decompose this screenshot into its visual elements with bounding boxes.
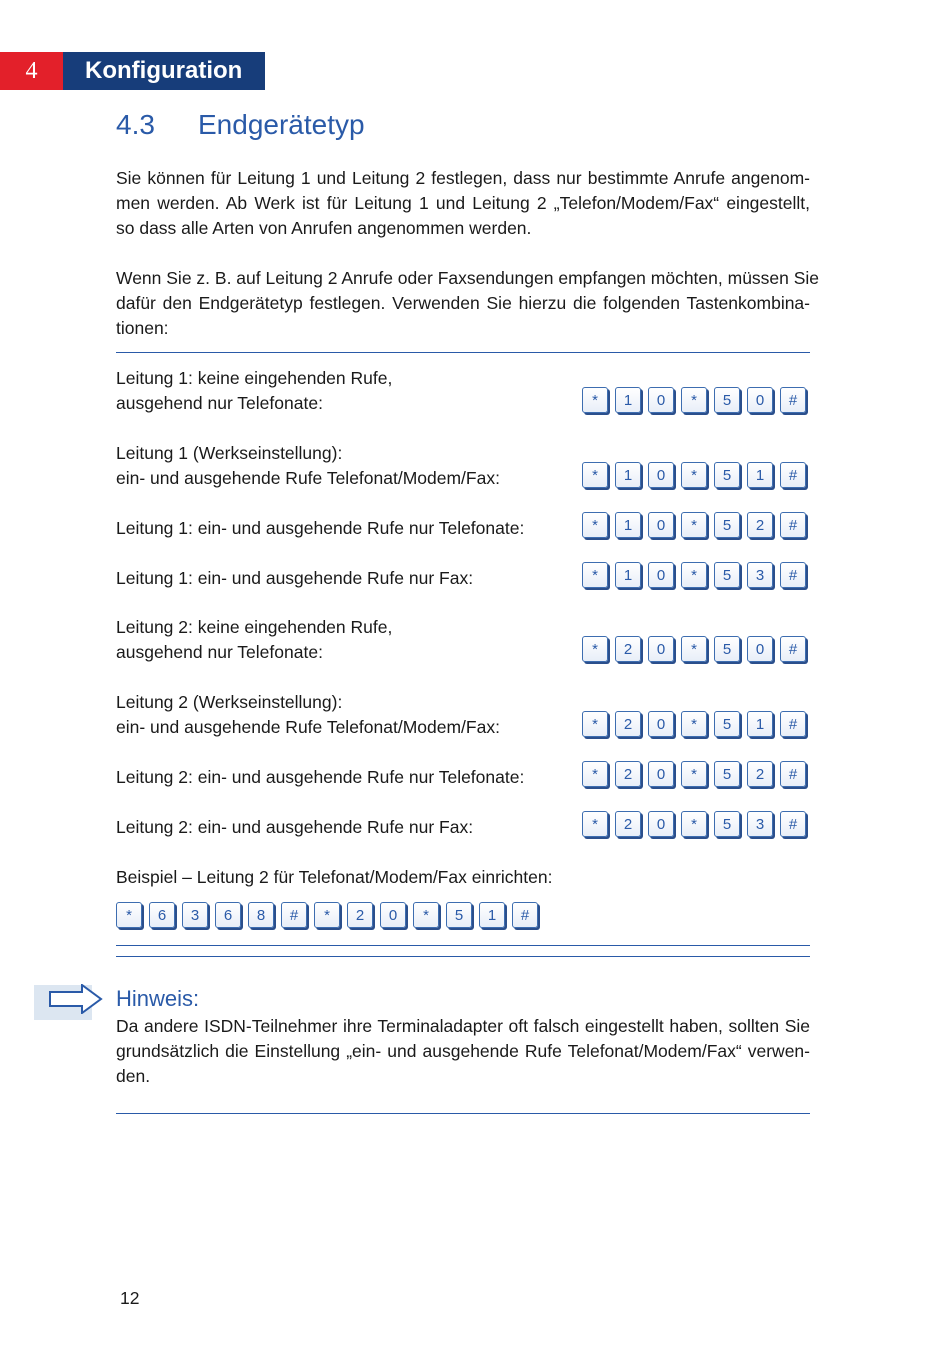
key-star: * [582, 711, 608, 737]
chapter-number: 4 [0, 52, 63, 90]
key-6: 6 [149, 902, 175, 928]
key-sequence [582, 562, 806, 588]
key-star: * [681, 462, 707, 488]
text-line: ein- und ausgehende Rufe Telefonat/Modem/Fax: [116, 717, 500, 737]
key-5: 5 [714, 512, 740, 538]
key-5: 5 [714, 462, 740, 488]
text-line: Sie können für Leitung 1 und Leitung 2 festlegen, dass nur bestimmte Anrufe angenom- [116, 168, 810, 188]
key-hash: # [780, 811, 806, 837]
key-sequence [582, 636, 806, 662]
text-line: ein- und ausgehende Rufe Telefonat/Modem/Fax: [116, 468, 500, 488]
key-2: 2 [615, 811, 641, 837]
text-line: so dass alle Arten von Anrufen angenommen werden. [116, 218, 532, 238]
text-line: tionen: [116, 318, 169, 338]
key-hash: # [780, 387, 806, 413]
key-star: * [314, 902, 340, 928]
key-hash: # [780, 462, 806, 488]
key-hash: # [780, 512, 806, 538]
key-star: * [582, 387, 608, 413]
key-star: * [582, 462, 608, 488]
key-1: 1 [615, 462, 641, 488]
key-2: 2 [347, 902, 373, 928]
page-number: 12 [120, 1288, 140, 1308]
key-5: 5 [714, 562, 740, 588]
key-5: 5 [714, 761, 740, 787]
key-sequence [582, 387, 806, 413]
divider [116, 956, 810, 957]
chapter-title: Konfiguration [63, 52, 265, 90]
key-sequence [582, 761, 806, 787]
key-1: 1 [615, 562, 641, 588]
key-star: * [582, 761, 608, 787]
key-1: 1 [747, 711, 773, 737]
key-star: * [582, 562, 608, 588]
config-label-line2-factory [116, 690, 556, 740]
key-1: 1 [615, 512, 641, 538]
key-hash: # [281, 902, 307, 928]
key-5: 5 [446, 902, 472, 928]
example-label [116, 865, 716, 890]
text-line: dafür den Endgerätetyp festlegen. Verwenden Sie hierzu die folgenden Tastenkombina- [116, 293, 810, 313]
key-3: 3 [747, 562, 773, 588]
key-star: * [681, 512, 707, 538]
key-hash: # [780, 562, 806, 588]
text-line: Leitung 1: keine eingehenden Rufe, [116, 368, 393, 388]
text-line: Leitung 2: ein- und ausgehende Rufe nur Telefonate: [116, 767, 525, 787]
key-0: 0 [747, 387, 773, 413]
config-label-line1-factory [116, 441, 556, 491]
hint-text [116, 1014, 810, 1089]
key-0: 0 [648, 387, 674, 413]
key-sequence [582, 811, 806, 837]
key-1: 1 [747, 462, 773, 488]
section-number: 4.3 [116, 109, 155, 140]
key-0: 0 [648, 562, 674, 588]
key-8: 8 [248, 902, 274, 928]
key-0: 0 [380, 902, 406, 928]
key-0: 0 [648, 636, 674, 662]
config-label-line2-phone [116, 765, 556, 790]
key-star: * [681, 387, 707, 413]
key-star: * [116, 902, 142, 928]
text-line: Wenn Sie z. B. auf Leitung 2 Anrufe oder Faxsendungen empfangen möchten, müssen Sie [116, 268, 820, 288]
key-1: 1 [479, 902, 505, 928]
example-key-sequence [116, 902, 538, 928]
text-line: Leitung 1: ein- und ausgehende Rufe nur Fax: [116, 568, 474, 588]
key-1: 1 [615, 387, 641, 413]
key-star: * [413, 902, 439, 928]
key-5: 5 [714, 711, 740, 737]
key-star: * [582, 636, 608, 662]
section-title: Endgerätetyp [198, 109, 365, 140]
config-label-line1-phone [116, 516, 556, 541]
key-star: * [681, 636, 707, 662]
text-line: Leitung 2: keine eingehenden Rufe, [116, 617, 393, 637]
key-2: 2 [615, 761, 641, 787]
key-3: 3 [182, 902, 208, 928]
text-line: den. [116, 1066, 151, 1086]
key-0: 0 [648, 512, 674, 538]
hint-title: Hinweis: [116, 986, 200, 1011]
text-line: grundsätzlich die Einstellung „ein- und ausgehende Rufe Telefonat/Modem/Fax“ verwen- [116, 1041, 810, 1061]
key-2: 2 [747, 512, 773, 538]
key-0: 0 [648, 761, 674, 787]
text-line: Leitung 2: ein- und ausgehende Rufe nur Fax: [116, 817, 474, 837]
key-hash: # [780, 711, 806, 737]
config-label-line2-fax [116, 815, 556, 840]
config-label-line1-no-incoming [116, 366, 556, 416]
text-line: men werden. Ab Werk ist für Leitung 1 und Leitung 2 „Telefon/Modem/Fax“ eingestellt, [116, 193, 810, 213]
key-sequence [582, 711, 806, 737]
key-sequence [582, 512, 806, 538]
key-star: * [681, 562, 707, 588]
text-line: Beispiel – Leitung 2 für Telefonat/Modem/Fax einrichten: [116, 867, 553, 887]
config-label-line2-no-incoming [116, 615, 556, 665]
key-hash: # [780, 636, 806, 662]
key-star: * [582, 811, 608, 837]
key-hash: # [780, 761, 806, 787]
text-line: Da andere ISDN-Teilnehmer ihre Terminaladapter oft falsch eingestellt haben, sollten Sie [116, 1016, 810, 1036]
key-5: 5 [714, 636, 740, 662]
section-heading [116, 109, 365, 145]
right-arrow-icon [48, 984, 104, 1014]
text-line: Leitung 1: ein- und ausgehende Rufe nur Telefonate: [116, 518, 525, 538]
config-label-line1-fax [116, 566, 556, 591]
key-star: * [681, 761, 707, 787]
divider [116, 945, 810, 946]
key-2: 2 [615, 711, 641, 737]
key-star: * [681, 711, 707, 737]
divider [116, 352, 810, 353]
key-5: 5 [714, 811, 740, 837]
text-line: ausgehend nur Telefonate: [116, 642, 323, 662]
key-3: 3 [747, 811, 773, 837]
key-2: 2 [747, 761, 773, 787]
intro-paragraph-1 [116, 166, 810, 241]
key-hash: # [512, 902, 538, 928]
key-0: 0 [747, 636, 773, 662]
key-0: 0 [648, 811, 674, 837]
text-line: ausgehend nur Telefonate: [116, 393, 323, 413]
key-0: 0 [648, 711, 674, 737]
intro-paragraph-2 [116, 266, 820, 341]
key-6: 6 [215, 902, 241, 928]
key-star: * [582, 512, 608, 538]
divider [116, 1113, 810, 1114]
text-line: Leitung 1 (Werkseinstellung): [116, 443, 343, 463]
key-sequence [582, 462, 806, 488]
key-0: 0 [648, 462, 674, 488]
key-star: * [681, 811, 707, 837]
text-line: Leitung 2 (Werkseinstellung): [116, 692, 343, 712]
key-5: 5 [714, 387, 740, 413]
key-2: 2 [615, 636, 641, 662]
